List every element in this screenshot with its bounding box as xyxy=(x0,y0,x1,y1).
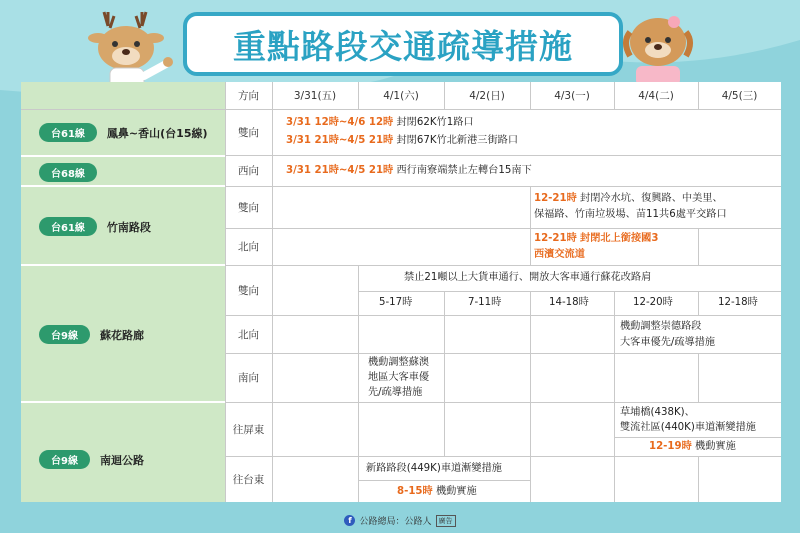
header-date: 4/3(一) xyxy=(554,90,590,102)
measure-desc: 機動調整蘇澳 xyxy=(368,357,430,368)
measure-desc: 封閉冷水坑、復興路、中美里、 xyxy=(580,193,723,204)
header-date: 4/1(六) xyxy=(383,90,419,102)
measure-desc: 西行南寮端禁止左轉台15南下 xyxy=(396,165,532,176)
direction-label: 往台東 xyxy=(232,473,265,486)
direction-label: 南向 xyxy=(238,372,259,384)
measure-desc: 先/疏導措施 xyxy=(368,387,423,398)
measure-text xyxy=(286,115,474,131)
ad-tag: 廣告 xyxy=(436,515,456,527)
time-slot: 12-18時 xyxy=(718,297,758,308)
time-slot: 14-18時 xyxy=(549,297,589,308)
header-date: 3/31(五) xyxy=(293,90,337,102)
measure-desc: 保福路、竹南垃圾場、苗11共6處平交路口 xyxy=(534,209,727,220)
measure-time: 12-21時 xyxy=(534,233,577,244)
header-date: 4/4(二) xyxy=(638,90,674,102)
route-row-2 xyxy=(39,163,97,182)
route-badge: 台9線 xyxy=(39,325,90,344)
route-badge: 台68線 xyxy=(39,163,97,182)
time-slot: 5-17時 xyxy=(379,297,413,308)
direction-label: 往屏東 xyxy=(232,423,265,436)
time-slot: 12-20時 xyxy=(633,297,673,308)
direction-label: 雙向 xyxy=(238,126,259,139)
time-slot: 7-11時 xyxy=(468,297,502,308)
deer-mascot-right-icon xyxy=(612,12,704,86)
direction-label: 北向 xyxy=(238,328,259,341)
header-date: 4/5(三) xyxy=(721,90,758,102)
measure-desc: 禁止21噸以上大貨車通行、開放大客車通行蘇花改路肩 xyxy=(404,272,652,283)
footer xyxy=(0,508,800,533)
measure-desc: 封閉67K竹北新港三街路口 xyxy=(396,135,519,146)
measure-desc: 草埔橋(438K)、 xyxy=(620,407,695,418)
measure-time: 3/31 12時~4/6 12時 xyxy=(286,117,394,128)
measure-desc: 大客車優先/疏導措施 xyxy=(620,337,716,348)
measure-text xyxy=(286,163,532,179)
measure-text xyxy=(534,231,658,247)
header-direction: 方向 xyxy=(238,90,259,102)
measure-desc: 機動調整崇德路段 xyxy=(620,321,702,332)
header-date: 4/2(日) xyxy=(469,90,505,102)
route-column xyxy=(21,82,225,502)
route-row-4 xyxy=(39,325,144,344)
measure-desc: 新路路段(449K)車道漸變措施 xyxy=(366,463,502,474)
route-name: 南迴公路 xyxy=(99,453,144,467)
direction-label: 北向 xyxy=(238,241,259,253)
traffic-table xyxy=(21,82,781,502)
measure-text xyxy=(534,191,723,207)
measure-text xyxy=(649,439,736,455)
measure-desc: 機動實施 xyxy=(435,486,477,497)
route-name: 蘇花路廊 xyxy=(99,328,144,342)
route-badge: 台9線 xyxy=(39,450,90,469)
measure-desc: 西濱交流道 xyxy=(534,249,585,260)
route-badge: 台61線 xyxy=(39,123,97,142)
route-row-3 xyxy=(39,217,151,236)
route-name: 竹南路段 xyxy=(106,220,151,234)
route-name: 鳳鼻~香山(台15線) xyxy=(106,126,208,140)
direction-label: 西向 xyxy=(238,165,259,177)
direction-label: 雙向 xyxy=(238,201,259,214)
footer-credit: 公路總局：公路人 xyxy=(359,517,432,527)
measure-text xyxy=(286,133,518,149)
measure-time: 3/31 21時~4/5 21時 xyxy=(286,165,394,176)
title-banner xyxy=(183,12,623,76)
measure-desc: 雙流社區(440K)車道漸變措施 xyxy=(620,422,756,433)
measure-time: 3/31 21時~4/5 21時 xyxy=(286,135,394,146)
route-row-1 xyxy=(39,123,208,142)
facebook-icon: f xyxy=(344,515,355,526)
measure-time: 8-15時 xyxy=(397,486,433,497)
measure-time: 12-19時 xyxy=(649,441,692,452)
measure-time: 12-21時 xyxy=(534,193,577,204)
measure-text xyxy=(397,484,477,500)
page-title: 重點路段交通疏導措施 xyxy=(233,26,573,66)
measure-desc: 地區大客車優 xyxy=(368,372,430,383)
measure-desc: 機動實施 xyxy=(695,441,736,452)
measure-desc: 封閉62K竹1路口 xyxy=(396,117,474,128)
measure-desc: 封閉北上銜接國3 xyxy=(580,233,659,244)
route-badge: 台61線 xyxy=(39,217,97,236)
route-row-5 xyxy=(39,450,144,469)
direction-label: 雙向 xyxy=(238,284,259,297)
